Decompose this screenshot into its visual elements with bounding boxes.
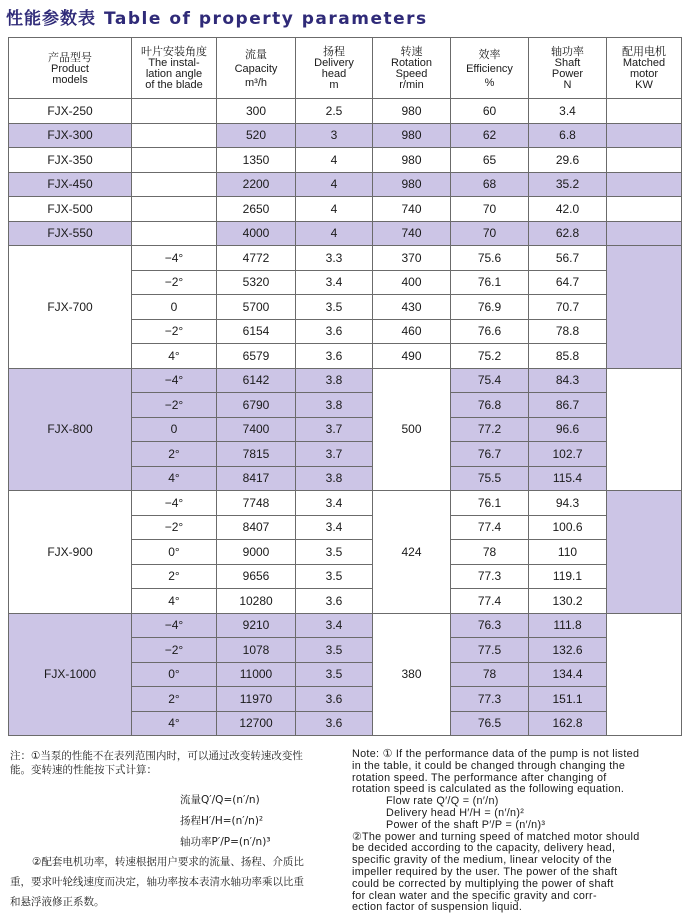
power-cell: 110 [529,540,607,565]
motor-cell [607,246,682,369]
power-cell: 6.8 [529,123,607,148]
angle-cell: −4° [132,613,217,638]
capacity-cell: 6790 [217,393,296,418]
header-row [9,38,682,99]
motor-cell [607,221,682,246]
capacity-cell: 5700 [217,295,296,320]
note-line: could be corrected by multiplying the power of shaft [352,877,614,890]
efficiency-cell: 76.1 [451,270,529,295]
capacity-cell: 4772 [217,246,296,271]
angle-cell [132,197,217,222]
motor-cell [607,148,682,173]
model-cell: FJX-500 [9,197,132,222]
speed-cell: 740 [373,197,451,222]
head-cell: 3.5 [296,662,373,687]
property-table [8,37,682,736]
efficiency-cell: 75.4 [451,368,529,393]
power-cell: 134.4 [529,662,607,687]
power-cell: 56.7 [529,246,607,271]
capacity-cell: 5320 [217,270,296,295]
model-cell: FJX-550 [9,221,132,246]
table-row [9,491,682,516]
efficiency-cell: 60 [451,99,529,124]
speed-cell: 980 [373,123,451,148]
efficiency-cell: 76.6 [451,319,529,344]
note-line: rotation speed. The performance after changing of [352,771,607,784]
head-cell: 3.4 [296,270,373,295]
formula-power: 轴功率P′/P=(n′/n)³ [180,836,271,848]
head-cell: 3.8 [296,368,373,393]
head-cell: 3.6 [296,711,373,736]
head-cell: 3.6 [296,344,373,369]
angle-cell: 4° [132,344,217,369]
header-angle: 叶片安装角度 The instal- lation angle of the blade [132,38,217,99]
note-line: ②配套电机功率，转速根据用户要求的流量、扬程、介质比 [32,856,304,868]
angle-cell [132,148,217,173]
capacity-cell: 9656 [217,564,296,589]
capacity-cell: 300 [217,99,296,124]
power-cell: 151.1 [529,687,607,712]
header-speed: 转速 Rotation Speed r/min [373,38,451,99]
capacity-cell: 1078 [217,638,296,663]
speed-cell: 490 [373,344,451,369]
efficiency-cell: 77.3 [451,687,529,712]
speed-cell: 740 [373,221,451,246]
table-row [9,368,682,393]
power-cell: 94.3 [529,491,607,516]
table-row [9,221,682,246]
model-cell: FJX-300 [9,123,132,148]
efficiency-cell: 76.1 [451,491,529,516]
angle-cell: −4° [132,368,217,393]
efficiency-cell: 75.5 [451,466,529,491]
angle-cell: 2° [132,564,217,589]
capacity-cell: 7400 [217,417,296,442]
efficiency-cell: 75.6 [451,246,529,271]
head-cell: 3.4 [296,491,373,516]
note-line: ②The power and turning speed of matched motor should [352,830,640,843]
efficiency-cell: 77.4 [451,589,529,614]
capacity-cell: 520 [217,123,296,148]
power-cell: 102.7 [529,442,607,467]
power-cell: 115.4 [529,466,607,491]
motor-cell [607,613,682,736]
model-cell: FJX-350 [9,148,132,173]
head-cell: 3.4 [296,515,373,540]
notes-english [352,749,682,914]
head-cell: 4 [296,197,373,222]
capacity-cell: 1350 [217,148,296,173]
efficiency-cell: 78 [451,540,529,565]
head-cell: 3.3 [296,246,373,271]
header-power: 轴功率 Shaft Power N [529,38,607,99]
capacity-cell: 6154 [217,319,296,344]
header-capacity: 流量 Capacity m³/h [217,38,296,99]
note-line: in the table, it could be changed through changing the [352,759,626,772]
capacity-cell: 8407 [217,515,296,540]
note-line: 重，要求叶轮线速度而决定，轴功率按本表清水轴功率乘以比重 [10,876,304,888]
motor-cell [607,123,682,148]
power-cell: 3.4 [529,99,607,124]
angle-cell: 4° [132,466,217,491]
speed-cell: 400 [373,270,451,295]
speed-cell: 460 [373,319,451,344]
motor-cell [607,368,682,491]
motor-cell [607,172,682,197]
head-cell: 3.6 [296,319,373,344]
note-line: Note: ① If the performance data of the pump is not listed [352,748,640,760]
efficiency-cell: 76.8 [451,393,529,418]
capacity-cell: 6579 [217,344,296,369]
angle-cell: 0 [132,417,217,442]
notes-chinese [10,749,340,909]
angle-cell: 4° [132,589,217,614]
note-line: 和悬浮液修正系数。 [10,896,105,908]
efficiency-cell: 76.7 [451,442,529,467]
note-line: for clean water and the specific gravity and corr- [352,889,597,902]
head-cell: 3.4 [296,613,373,638]
efficiency-cell: 77.2 [451,417,529,442]
note-line: rotation speed is calculated as the following equation. [352,783,625,796]
efficiency-cell: 70 [451,221,529,246]
table-row [9,148,682,173]
power-cell: 119.1 [529,564,607,589]
head-cell: 4 [296,148,373,173]
efficiency-cell: 62 [451,123,529,148]
efficiency-cell: 76.9 [451,295,529,320]
angle-cell: −2° [132,393,217,418]
head-cell: 3.7 [296,417,373,442]
power-cell: 96.6 [529,417,607,442]
angle-cell: 4° [132,711,217,736]
power-cell: 35.2 [529,172,607,197]
efficiency-cell: 76.3 [451,613,529,638]
capacity-cell: 12700 [217,711,296,736]
formula-head: Delivery head H′/H = (n′/n)² [386,806,525,819]
angle-cell: 0 [132,295,217,320]
capacity-cell: 6142 [217,368,296,393]
efficiency-cell: 77.3 [451,564,529,589]
formula-power: Power of the shaft P′/P = (n′/n)³ [386,818,546,831]
head-cell: 3.5 [296,564,373,589]
model-cell: FJX-1000 [9,613,132,736]
power-cell: 84.3 [529,368,607,393]
model-cell: FJX-450 [9,172,132,197]
head-cell: 3.6 [296,687,373,712]
head-cell: 4 [296,172,373,197]
table-row [9,613,682,638]
title-en: Table of property parameters [104,9,428,29]
header-motor: 配用电机 Matched motor KW [607,38,682,99]
model-cell: FJX-250 [9,99,132,124]
head-cell: 3.5 [296,540,373,565]
power-cell: 132.6 [529,638,607,663]
head-cell: 2.5 [296,99,373,124]
head-cell: 3.7 [296,442,373,467]
head-cell: 3.5 [296,638,373,663]
power-cell: 130.2 [529,589,607,614]
angle-cell: −2° [132,638,217,663]
efficiency-cell: 70 [451,197,529,222]
capacity-cell: 8417 [217,466,296,491]
head-cell: 3.6 [296,589,373,614]
formula-head: 扬程H′/H=(n′/n)² [180,815,264,827]
efficiency-cell: 77.4 [451,515,529,540]
capacity-cell: 9210 [217,613,296,638]
angle-cell: −4° [132,246,217,271]
head-cell: 4 [296,221,373,246]
angle-cell [132,172,217,197]
efficiency-cell: 76.5 [451,711,529,736]
note-line: specific gravity of the medium, linear velocity of the [352,854,612,867]
efficiency-cell: 68 [451,172,529,197]
speed-cell: 370 [373,246,451,271]
angle-cell: −4° [132,491,217,516]
power-cell: 162.8 [529,711,607,736]
power-cell: 42.0 [529,197,607,222]
capacity-cell: 11000 [217,662,296,687]
capacity-cell: 2200 [217,172,296,197]
efficiency-cell: 65 [451,148,529,173]
angle-cell: 2° [132,442,217,467]
angle-cell: 0° [132,540,217,565]
model-cell: FJX-700 [9,246,132,369]
angle-cell: −2° [132,319,217,344]
header-efficiency: 效率 Efficiency % [451,38,529,99]
capacity-cell: 10280 [217,589,296,614]
capacity-cell: 11970 [217,687,296,712]
power-cell: 85.8 [529,344,607,369]
efficiency-cell: 77.5 [451,638,529,663]
motor-cell [607,491,682,614]
note-line: ection factor of suspension liquid. [352,901,523,914]
motor-cell [607,99,682,124]
power-cell: 64.7 [529,270,607,295]
capacity-cell: 7748 [217,491,296,516]
angle-cell: 2° [132,687,217,712]
power-cell: 62.8 [529,221,607,246]
table-row [9,246,682,271]
speed-cell: 500 [373,368,451,491]
formula-flow: Flow rate Q′/Q = (n′/n) [386,795,499,808]
efficiency-cell: 75.2 [451,344,529,369]
title-cn: 性能参数表 [6,9,96,29]
note-line: impeller required by the user. The power of the shaft [352,865,618,878]
head-cell: 3.5 [296,295,373,320]
table-row [9,172,682,197]
model-cell: FJX-900 [9,491,132,614]
power-cell: 70.7 [529,295,607,320]
table-row [9,197,682,222]
head-cell: 3.8 [296,393,373,418]
angle-cell [132,123,217,148]
speed-cell: 430 [373,295,451,320]
speed-cell: 980 [373,172,451,197]
table-row [9,99,682,124]
angle-cell: −2° [132,515,217,540]
head-cell: 3 [296,123,373,148]
capacity-cell: 2650 [217,197,296,222]
power-cell: 86.7 [529,393,607,418]
power-cell: 111.8 [529,613,607,638]
capacity-cell: 7815 [217,442,296,467]
capacity-cell: 4000 [217,221,296,246]
speed-cell: 424 [373,491,451,614]
note-line: 注：①当泵的性能不在表列范围内时，可以通过改变转速改变性 [10,750,303,762]
capacity-cell: 9000 [217,540,296,565]
model-cell: FJX-800 [9,368,132,491]
speed-cell: 980 [373,148,451,173]
page-title [6,4,428,30]
angle-cell: −2° [132,270,217,295]
note-line: be decided according to the capacity, delivery head, [352,842,616,855]
note-line: 能。变转速的性能按下式计算： [10,764,157,776]
power-cell: 29.6 [529,148,607,173]
speed-cell: 980 [373,99,451,124]
header-model: 产品型号 Product models [9,38,132,99]
angle-cell [132,221,217,246]
efficiency-cell: 78 [451,662,529,687]
angle-cell [132,99,217,124]
power-cell: 78.8 [529,319,607,344]
motor-cell [607,197,682,222]
power-cell: 100.6 [529,515,607,540]
head-cell: 3.8 [296,466,373,491]
angle-cell: 0° [132,662,217,687]
header-head: 扬程 Delivery head m [296,38,373,99]
formula-flow: 流量Q′/Q=(n′/n) [180,794,260,806]
table-row [9,123,682,148]
speed-cell: 380 [373,613,451,736]
